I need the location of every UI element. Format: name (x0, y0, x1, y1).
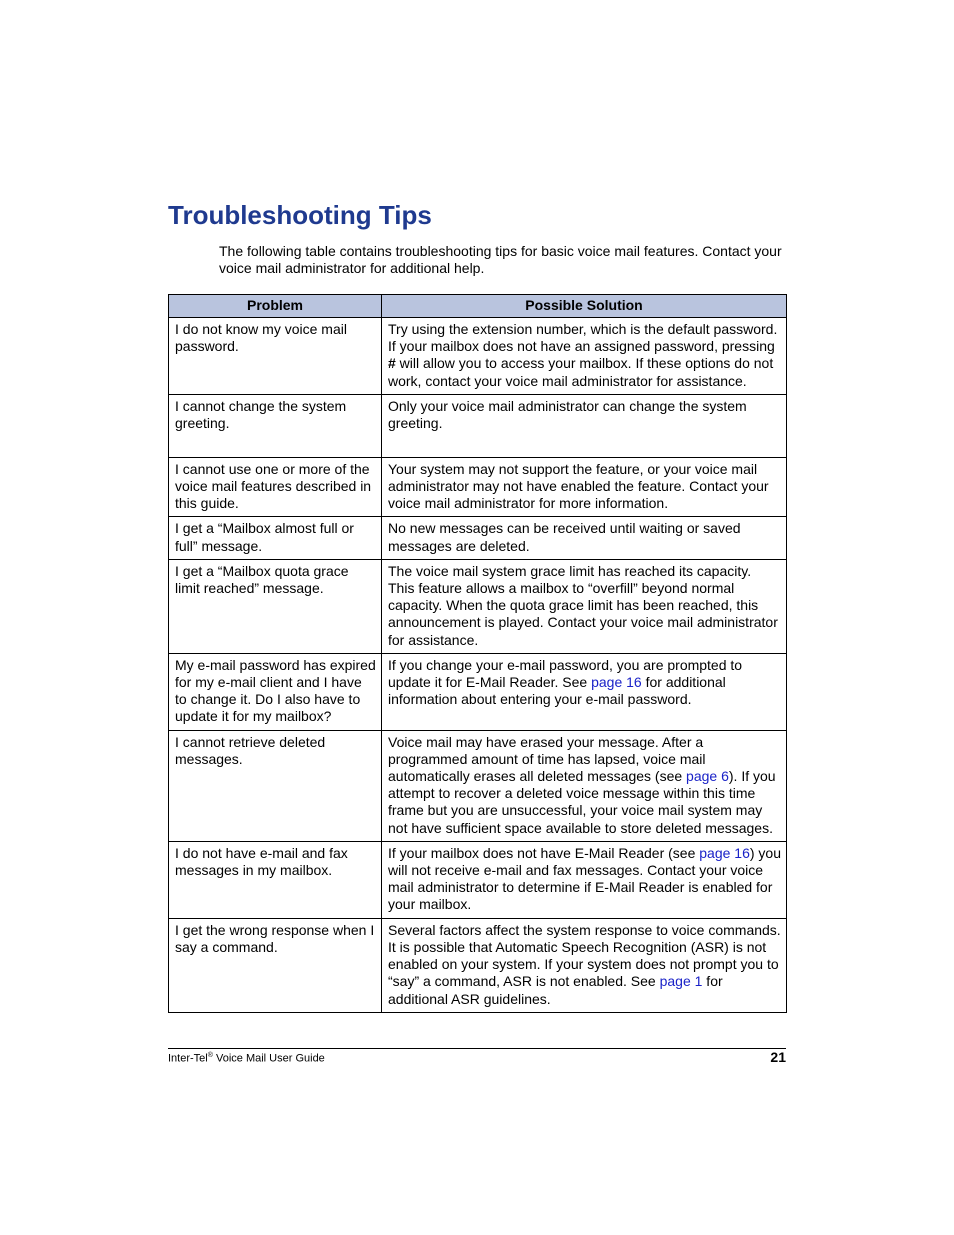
solution-cell (382, 394, 787, 457)
solution-text: If you change your e-mail password, you are prompted to update it for E-Mail Reader. See (388, 656, 743, 691)
solution-text: If your mailbox does not have E-Mail Reader (see (388, 844, 700, 861)
solution-text: ) you will not receive e-mail and fax messages. Contact your voice mail administrator to determine if E-Mail Reader is enabled for your mailbox. (388, 844, 781, 913)
solution-text: ). If you attempt to recover a deleted voice message within this time frame but you are unsuccessful, your voice mail system may not have sufficient space available to store deleted messages. (388, 768, 776, 836)
solution-cell (382, 841, 787, 918)
problem-cell: My e-mail password has expired for my e-mail client and I have to change it. Do I also have to update it for my mailbox? (169, 653, 382, 730)
table-row (169, 394, 787, 457)
solution-text: The voice mail system grace limit has reached its capacity. This feature allows a mailbox to “overfill” beyond normal capacity. When the quota grace limit has been reached, this announcement is played. Contact your voice mail administrator for assistance. (388, 562, 778, 648)
solution-text: Try using the extension number, which is the default password. If your mailbox does not have an assigned password, pressing (388, 321, 778, 355)
table-body (169, 318, 787, 1013)
solution-text: Voice mail may have erased your message. After a programmed amount of time has lapsed, voice mail automatically erases all deleted messages (see (388, 733, 706, 785)
solution-text: Your system may not support the feature, or your voice mail administrator may not have enabled the feature. Contact your voice mail administrator for more information. (388, 460, 769, 512)
header-solution: Possible Solution (382, 295, 787, 318)
solution-text: Only your voice mail administrator can change the system greeting. (388, 397, 747, 432)
problem-cell: I get a “Mailbox quota grace limit reached” message. (169, 559, 382, 653)
table-row (169, 730, 787, 841)
footer-guide-name: Voice Mail User Guide (212, 1052, 325, 1065)
problem-cell: I do not have e-mail and fax messages in my mailbox. (169, 841, 382, 918)
table-row (169, 559, 787, 653)
solution-cell (382, 730, 787, 841)
page-title: Troubleshooting Tips (168, 200, 432, 230)
solution-text: for additional information about entering your e-mail password. (388, 674, 726, 708)
solution-cell (382, 559, 787, 653)
solution-text: for additional ASR guidelines. (388, 973, 723, 1007)
problem-cell: I cannot retrieve deleted messages. (169, 730, 382, 841)
page-number: 21 (770, 1049, 786, 1065)
table-header-row (169, 295, 787, 318)
solution-cell (382, 517, 787, 559)
problem-cell: I cannot use one or more of the voice mail features described in this guide. (169, 457, 382, 517)
solution-cell (382, 653, 787, 730)
table-row (169, 517, 787, 559)
solution-cell (382, 918, 787, 1012)
intro-paragraph: The following table contains troubleshooting tips for basic voice mail features. Contact your voice mail administrator for additional help. (219, 243, 782, 276)
solution-text: No new messages can be received until waiting or saved messages are deleted. (388, 520, 741, 554)
problem-cell: I cannot change the system greeting. (169, 394, 382, 457)
table-row (169, 653, 787, 730)
page-reference-link[interactable]: page 16 (591, 674, 642, 691)
table-row (169, 918, 787, 1012)
page-reference-link[interactable]: page 6 (686, 768, 729, 785)
table-row (169, 841, 787, 918)
page-reference-link[interactable]: page 1 (659, 973, 703, 990)
problem-cell: I do not know my voice mail password. (169, 318, 382, 395)
solution-text: will allow you to access your mailbox. If these options do not work, contact your voice mail administrator for assistance. (388, 355, 774, 389)
problem-cell: I get a “Mailbox almost full or full” message. (169, 517, 382, 559)
solution-text: Several factors affect the system response to voice commands. It is possible that Automatic Speech Recognition (ASR) is not enabled on your system. If your system does not prompt you to “say” a command, ASR is not enabled. See (388, 921, 781, 990)
footer-brand: Inter-Tel (168, 1052, 208, 1065)
footer-guide-title (168, 1052, 325, 1065)
solution-cell (382, 457, 787, 517)
problem-cell: I get the wrong response when I say a command. (169, 918, 382, 1012)
solution-cell (382, 318, 787, 395)
troubleshooting-table (168, 294, 787, 1013)
page-reference-link[interactable]: page 16 (699, 844, 750, 861)
registered-mark: ® (207, 1052, 213, 1059)
footer-divider (168, 1048, 786, 1049)
key-symbol: # (388, 355, 396, 372)
table-row (169, 318, 787, 395)
header-problem: Problem (169, 295, 382, 318)
table-row (169, 457, 787, 517)
